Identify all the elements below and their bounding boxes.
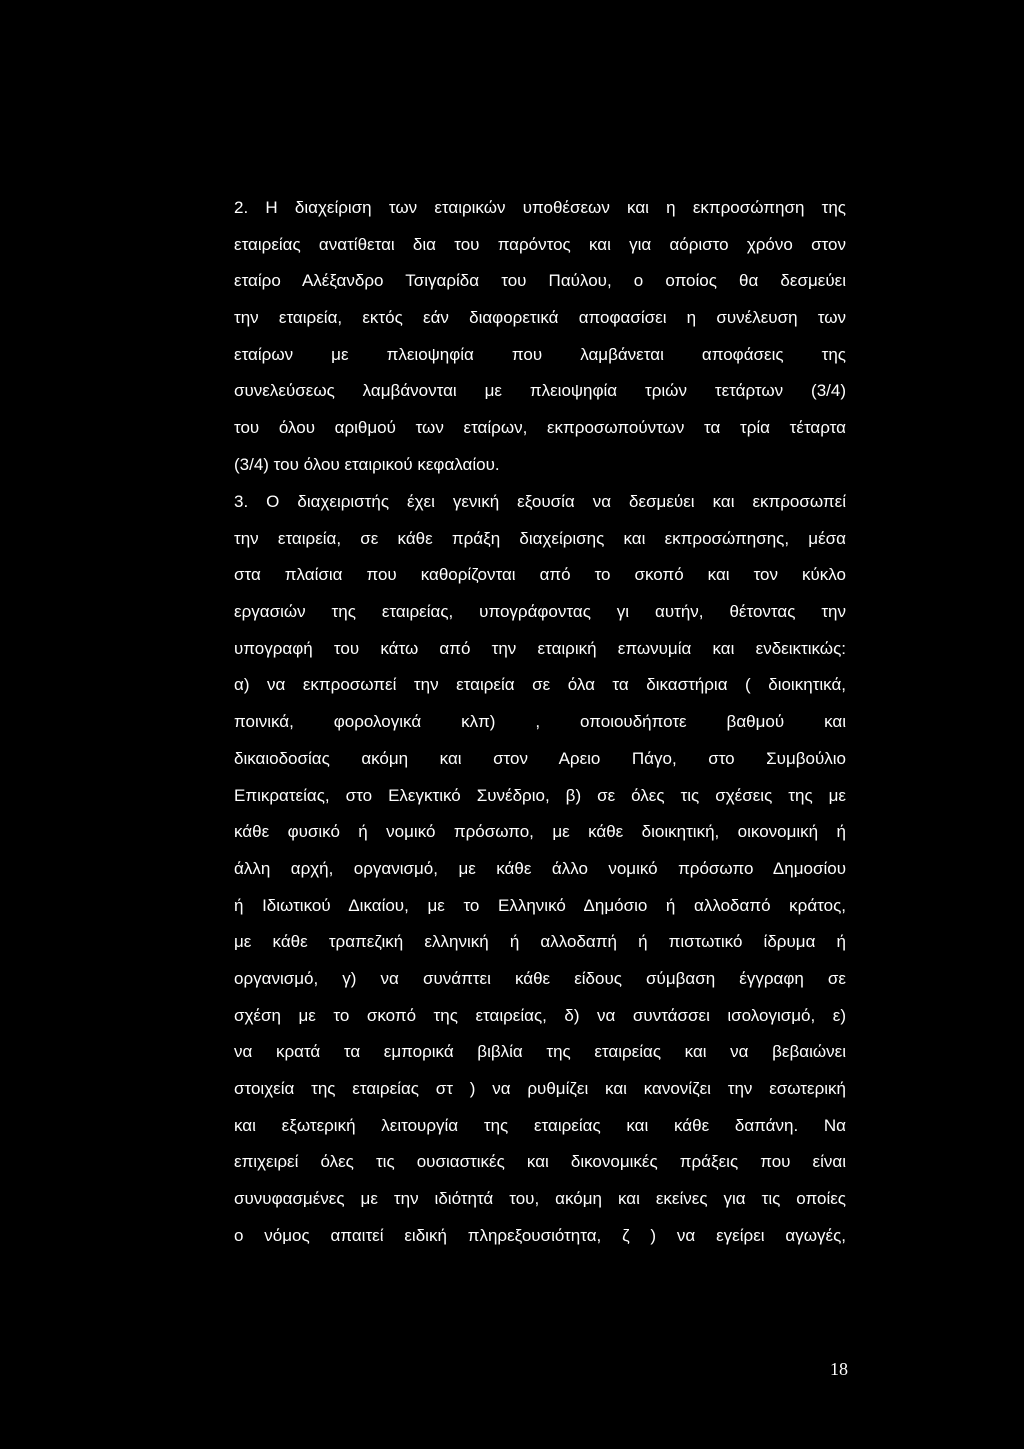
paragraph-3-line: σχέση με το σκοπό της εταιρείας, δ) να συντάσσει ισολογισμό, ε)	[234, 1005, 846, 1025]
paragraph-3-line: στοιχεία της εταιρείας στ ) να ρυθμίζει και κανονίζει την εσωτερική	[234, 1079, 846, 1098]
paragraph-3-line: εργασιών της εταιρείας, υπογράφοντας γι αυτήν, θέτοντας την	[234, 602, 846, 622]
paragraph-3-line: άλλη αρχή, οργανισμό, με κάθε άλλο νομικό πρόσωπο Δημοσίου	[234, 858, 846, 878]
paragraph-3-line: με κάθε τραπεζική ελληνική ή αλλοδαπή ή πιστωτικό ίδρυμα ή	[234, 932, 846, 952]
paragraph-2-line: την εταιρεία, εκτός εάν διαφορετικά αποφασίσει η συνέλευση των	[234, 308, 846, 328]
paragraph-3-line: ο νόμος απαιτεί ειδική πληρεξουσιότητα, ζ ) να εγείρει αγωγές,	[234, 1225, 846, 1245]
paragraph-3-line: την εταιρεία, σε κάθε πράξη διαχείρισης και εκπροσώπησης, μέσα	[234, 528, 846, 548]
paragraph-3-line: 3. Ο διαχειριστής έχει γενική εξουσία να δεσμεύει και εκπροσωπεί	[234, 492, 846, 511]
paragraph-3	[234, 484, 846, 1254]
paragraph-3-line: οργανισμό, γ) να συνάπτει κάθε είδους σύμβαση έγγραφη σε	[234, 968, 846, 988]
paragraph-2-line: εταιρείας ανατίθεται δια του παρόντος και για αόριστο χρόνο στον	[234, 234, 846, 254]
paragraph-3-line: Επικρατείας, στο Ελεγκτικό Συνέδριο, β) σε όλες τις σχέσεις της με	[234, 785, 846, 805]
paragraph-3-line: α) να εκπροσωπεί την εταιρεία σε όλα τα δικαστήρια ( διοικητικά,	[234, 675, 846, 695]
paragraph-3-line: ή Ιδιωτικού Δικαίου, με το Ελληνικό Δημόσιο ή αλλοδαπό κράτος,	[234, 895, 846, 915]
paragraph-3-line: συνυφασμένες με την ιδιότητά του, ακόμη και εκείνες για τις οποίες	[234, 1189, 846, 1209]
paragraph-3-line: δικαιοδοσίας ακόμη και στον Αρειο Πάγο, στο Συμβούλιο	[234, 748, 846, 768]
paragraph-2-line: συνελεύσεως λαμβάνονται με πλειοψηφία τριών τετάρτων (3/4)	[234, 381, 846, 401]
paragraph-2-line: του όλου αριθμού των εταίρων, εκπροσωπούντων τα τρία τέταρτα	[234, 418, 846, 438]
page-number: 18	[830, 1359, 848, 1379]
paragraph-3-line: ποινικά, φορολογικά κλπ) , οποιουδήποτε βαθμού και	[234, 712, 846, 732]
paragraph-2-line: 2. Η διαχείριση των εταιρικών υποθέσεων και η εκπροσώπηση της	[234, 198, 846, 217]
paragraph-2-line: (3/4) του όλου εταιρικού κεφαλαίου.	[234, 454, 500, 474]
paragraph-3-line: κάθε φυσικό ή νομικό πρόσωπο, με κάθε διοικητική, οικονομική ή	[234, 822, 846, 842]
paragraph-3-line: υπογραφή του κάτω από την εταιρική επωνυμία και ενδεικτικώς:	[234, 638, 846, 658]
paragraph-2-line: εταίρο Αλέξανδρο Τσιγαρίδα του Παύλου, ο οποίος θα δεσμεύει	[234, 271, 846, 291]
paragraph-3-line: να κρατά τα εμπορικά βιβλία της εταιρείας και να βεβαιώνει	[234, 1042, 846, 1062]
paragraph-3-line: επιχειρεί όλες τις ουσιαστικές και δικονομικές πράξεις που είναι	[234, 1152, 846, 1172]
paragraph-3-line: και εξωτερική λειτουργία της εταιρείας και κάθε δαπάνη. Να	[234, 1115, 846, 1135]
paragraph-2	[234, 190, 846, 484]
paragraph-3-line: στα πλαίσια που καθορίζονται από το σκοπό και τον κύκλο	[234, 565, 846, 585]
paragraph-2-line: εταίρων με πλειοψηφία που λαμβάνεται αποφάσεις της	[234, 344, 846, 364]
